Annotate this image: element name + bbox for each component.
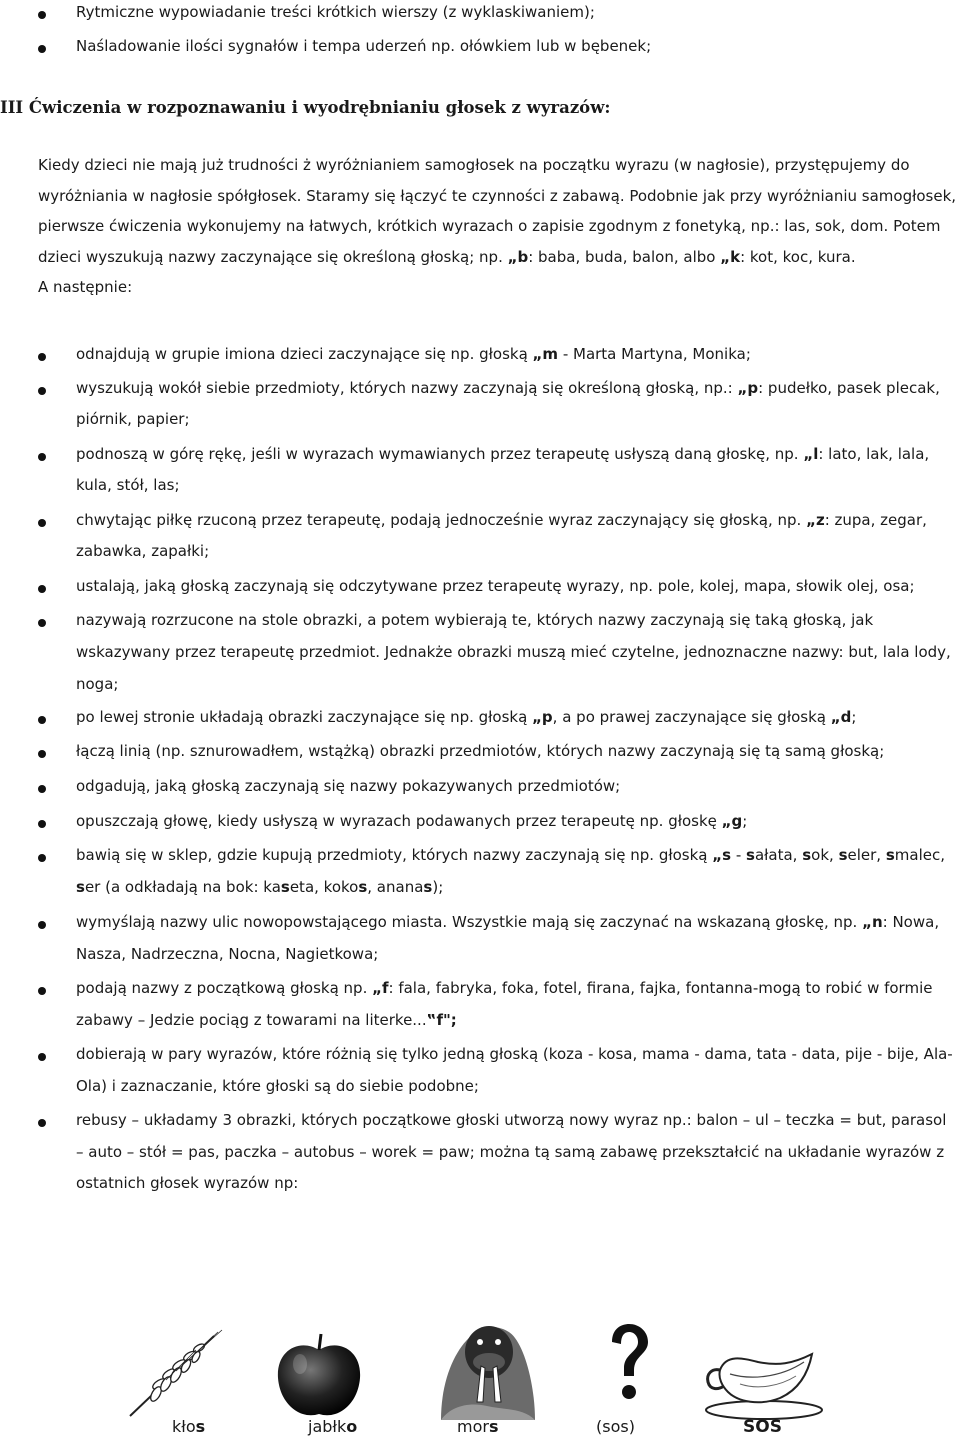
list-item-text: kula, stół, las; xyxy=(76,476,180,494)
text-run: , a po prawej zaczynające się głoską xyxy=(552,708,831,726)
text-run: eler, xyxy=(847,846,886,864)
letter-highlight: „z xyxy=(806,511,825,529)
apple-icon xyxy=(270,1330,368,1422)
list-item-text xyxy=(76,707,856,727)
text-run: : fala, fabryka, foka, fotel, firana, fajka, fontanna-mogą to robić w formie xyxy=(388,979,933,997)
caption-highlight: s xyxy=(195,1417,206,1436)
list-item-text xyxy=(76,444,929,464)
intro-line: wyróżniania w nagłosie spółgłosek. Staramy się łączyć te czynności z zabawą. Podobnie jak przy wyróżnianiu samogłosek, xyxy=(38,187,957,205)
letter-highlight: „b xyxy=(507,248,529,266)
bullet-icon xyxy=(38,585,46,593)
caption-text: jabłk xyxy=(308,1417,347,1436)
bullet-icon xyxy=(38,45,46,53)
text-run: - xyxy=(731,846,747,864)
bullet-icon xyxy=(38,1119,46,1127)
bullet-icon xyxy=(38,921,46,929)
bullet-icon xyxy=(38,750,46,758)
caption-sos: SOS xyxy=(743,1417,782,1437)
text-run: ); xyxy=(432,878,444,896)
text-run: ałata, xyxy=(754,846,803,864)
list-item-text: wskazywany przez terapeutę przedmiot. Jednakże obrazki muszą mieć czytelne, jednoznaczne nazwy: but, lala lody, xyxy=(76,643,951,661)
bullet-icon xyxy=(38,353,46,361)
list-item-text: odgadują, jaką głoską zaczynają się nazwy pokazywanych przedmiotów; xyxy=(76,777,621,795)
letter-highlight: s xyxy=(423,878,433,896)
list-item-text: Ola) i zaznaczanie, które głoski są do siebie podobne; xyxy=(76,1077,479,1095)
list-item-text xyxy=(76,510,927,530)
bullet-icon xyxy=(38,785,46,793)
list-item-text xyxy=(76,1010,457,1030)
list-item-text xyxy=(76,912,939,932)
list-item-text xyxy=(76,344,751,364)
list-item-text xyxy=(76,877,443,897)
list-item-text xyxy=(76,378,940,398)
list-item-text: Rytmiczne wypowiadanie treści krótkich wierszy (z wyklaskiwaniem); xyxy=(76,3,595,21)
list-item-text: Nasza, Nadrzeczna, Nocna, Nagietkowa; xyxy=(76,945,379,963)
text-run: : pudełko, pasek plecak, xyxy=(758,379,940,397)
list-item-text xyxy=(76,845,945,865)
letter-highlight: s xyxy=(838,846,848,864)
text-run: eta, koko xyxy=(289,878,359,896)
letter-highlight: „g xyxy=(721,812,743,830)
letter-highlight: „k xyxy=(720,248,741,266)
caption-sos-paren: (sos) xyxy=(596,1417,635,1436)
list-item-text: łączą linią (np. sznurowadłem, wstążką) obrazki przedmiotów, których nazwy zaczynają się tą samą głoską; xyxy=(76,742,885,760)
list-item-text: rebusy – układamy 3 obrazki, których początkowe głoski utworzą nowy wyraz np.: balon – ul – teczka = but, parasol xyxy=(76,1111,947,1129)
bullet-icon xyxy=(38,716,46,724)
text-run: , anana xyxy=(367,878,424,896)
bullet-icon xyxy=(38,387,46,395)
text-run: ; xyxy=(742,812,748,830)
list-item-text: ustalają, jaką głoską zaczynają się odczytywane przez terapeutę wyrazy, np. pole, kolej, mapa, słowik olej, osa; xyxy=(76,577,915,595)
text-run: wyszukują wokół siebie przedmioty, których nazwy zaczynają się określoną głoską, np.: xyxy=(76,379,738,397)
text-run: : Nowa, xyxy=(882,913,940,931)
letter-highlight: „s xyxy=(712,846,732,864)
text-run: : zupa, zegar, xyxy=(824,511,927,529)
letter-highlight: „n xyxy=(862,913,883,931)
list-item-text: zabawka, zapałki; xyxy=(76,542,210,560)
text-run: : lato, lak, lala, xyxy=(818,445,930,463)
letter-highlight: ‟f"; xyxy=(426,1011,457,1029)
caption-klos xyxy=(172,1417,205,1436)
text-run: ; xyxy=(851,708,857,726)
caption-jablko xyxy=(308,1417,357,1436)
wheat-ear-icon xyxy=(118,1328,228,1420)
letter-highlight: s xyxy=(802,846,812,864)
caption-text: kło xyxy=(172,1417,196,1436)
text-run: opuszczają głowę, kiedy usłyszą w wyrazach podawanych przez terapeutę np. głoskę xyxy=(76,812,722,830)
list-item-text: nazywają rozrzucone na stole obrazki, a potem wybierają te, których nazwy zaczynają się taką głoską, jak xyxy=(76,611,874,629)
letter-highlight: „f xyxy=(372,979,389,997)
caption-mors xyxy=(457,1417,498,1436)
text-run: bawią się w sklep, gdzie kupują przedmioty, których nazwy zaczynają się np. głoską xyxy=(76,846,713,864)
text-run: chwytając piłkę rzuconą przez terapeutę, podają jednocześnie wyraz zaczynający się głoską, np. xyxy=(76,511,807,529)
text-run: podają nazwy z początkową głoską np. xyxy=(76,979,373,997)
list-item-text xyxy=(76,811,747,831)
list-item-text: dobierają w pary wyrazów, które różnią się tylko jedną głoską (koza - kosa, mama - dama, tata - data, pije - bije, Ala- xyxy=(76,1045,953,1063)
bullet-icon xyxy=(38,619,46,627)
question-mark-icon xyxy=(606,1322,652,1404)
intro-line xyxy=(38,247,856,267)
letter-highlight: „p xyxy=(737,379,759,397)
text-run: malec, xyxy=(894,846,945,864)
list-item-text: – auto – stół = pas, paczka – autobus – worek = paw; można tą samą zabawę przekształcić na układanie wyrazów z xyxy=(76,1143,945,1161)
letter-highlight: s xyxy=(76,878,85,896)
letter-highlight: s xyxy=(746,846,755,864)
intro-line: A następnie: xyxy=(38,278,133,296)
text-run: odnajdują w grupie imiona dzieci zaczynające się np. głoską xyxy=(76,345,533,363)
letter-highlight: s xyxy=(280,878,290,896)
intro-line: pierwsze ćwiczenia wykonujemy na łatwych, krótkich wyrazach o zapisie zgodnym z fonetyką, np.: las, sok, dom. Potem xyxy=(38,217,941,235)
letter-highlight: „d xyxy=(830,708,852,726)
text-run: : baba, buda, balon, albo xyxy=(528,248,721,266)
letter-highlight: „m xyxy=(532,345,559,363)
bullet-icon xyxy=(38,987,46,995)
text-run: wymyślają nazwy ulic nowopowstającego miasta. Wszystkie mają się zaczynać na wskazaną głoskę, np. xyxy=(76,913,863,931)
letter-highlight: s xyxy=(358,878,368,896)
text-run: podnoszą w górę rękę, jeśli w wyrazach wymawianych przez terapeutę usłyszą daną głoskę, np. xyxy=(76,445,804,463)
letter-highlight: „p xyxy=(532,708,553,726)
text-run: - Marta Martyna, Monika; xyxy=(558,345,751,363)
list-item-text: piórnik, papier; xyxy=(76,410,190,428)
list-item-text xyxy=(76,978,932,998)
caption-highlight: s xyxy=(488,1417,499,1436)
text-run: ok, xyxy=(811,846,839,864)
caption-highlight: o xyxy=(346,1417,358,1436)
list-item-text: ostatnich głosek wyrazów np: xyxy=(76,1174,299,1192)
list-item-text: Naśladowanie ilości sygnałów i tempa uderzeń np. ołówkiem lub w bębenek; xyxy=(76,37,652,55)
letter-highlight: „l xyxy=(803,445,819,463)
text-run: er (a odkładają na bok: ka xyxy=(84,878,281,896)
gravy-boat-icon xyxy=(700,1344,830,1422)
bullet-icon xyxy=(38,820,46,828)
letter-highlight: s xyxy=(885,846,895,864)
text-run: dzieci wyszukują nazwy zaczynające się określoną głoską; np. xyxy=(38,248,508,266)
bullet-icon xyxy=(38,11,46,19)
text-run: : kot, koc, kura. xyxy=(740,248,856,266)
bullet-icon xyxy=(38,1053,46,1061)
bullet-icon xyxy=(38,854,46,862)
caption-text: mor xyxy=(457,1417,489,1436)
text-run: po lewej stronie układają obrazki zaczynające się np. głoską xyxy=(76,708,533,726)
bullet-icon xyxy=(38,453,46,461)
bullet-icon xyxy=(38,519,46,527)
section-heading: III Ćwiczenia w rozpoznawaniu i wyodrębnianiu głosek z wyrazów: xyxy=(0,98,611,117)
list-item-text: noga; xyxy=(76,675,119,693)
intro-line: Kiedy dzieci nie mają już trudności ż wyróżnianiem samogłosek na początku wyrazu (w nagłosie), przystępujemy do xyxy=(38,156,910,174)
text-run: zabawy – Jedzie pociąg z towarami na literke... xyxy=(76,1011,427,1029)
walrus-icon xyxy=(435,1310,540,1422)
